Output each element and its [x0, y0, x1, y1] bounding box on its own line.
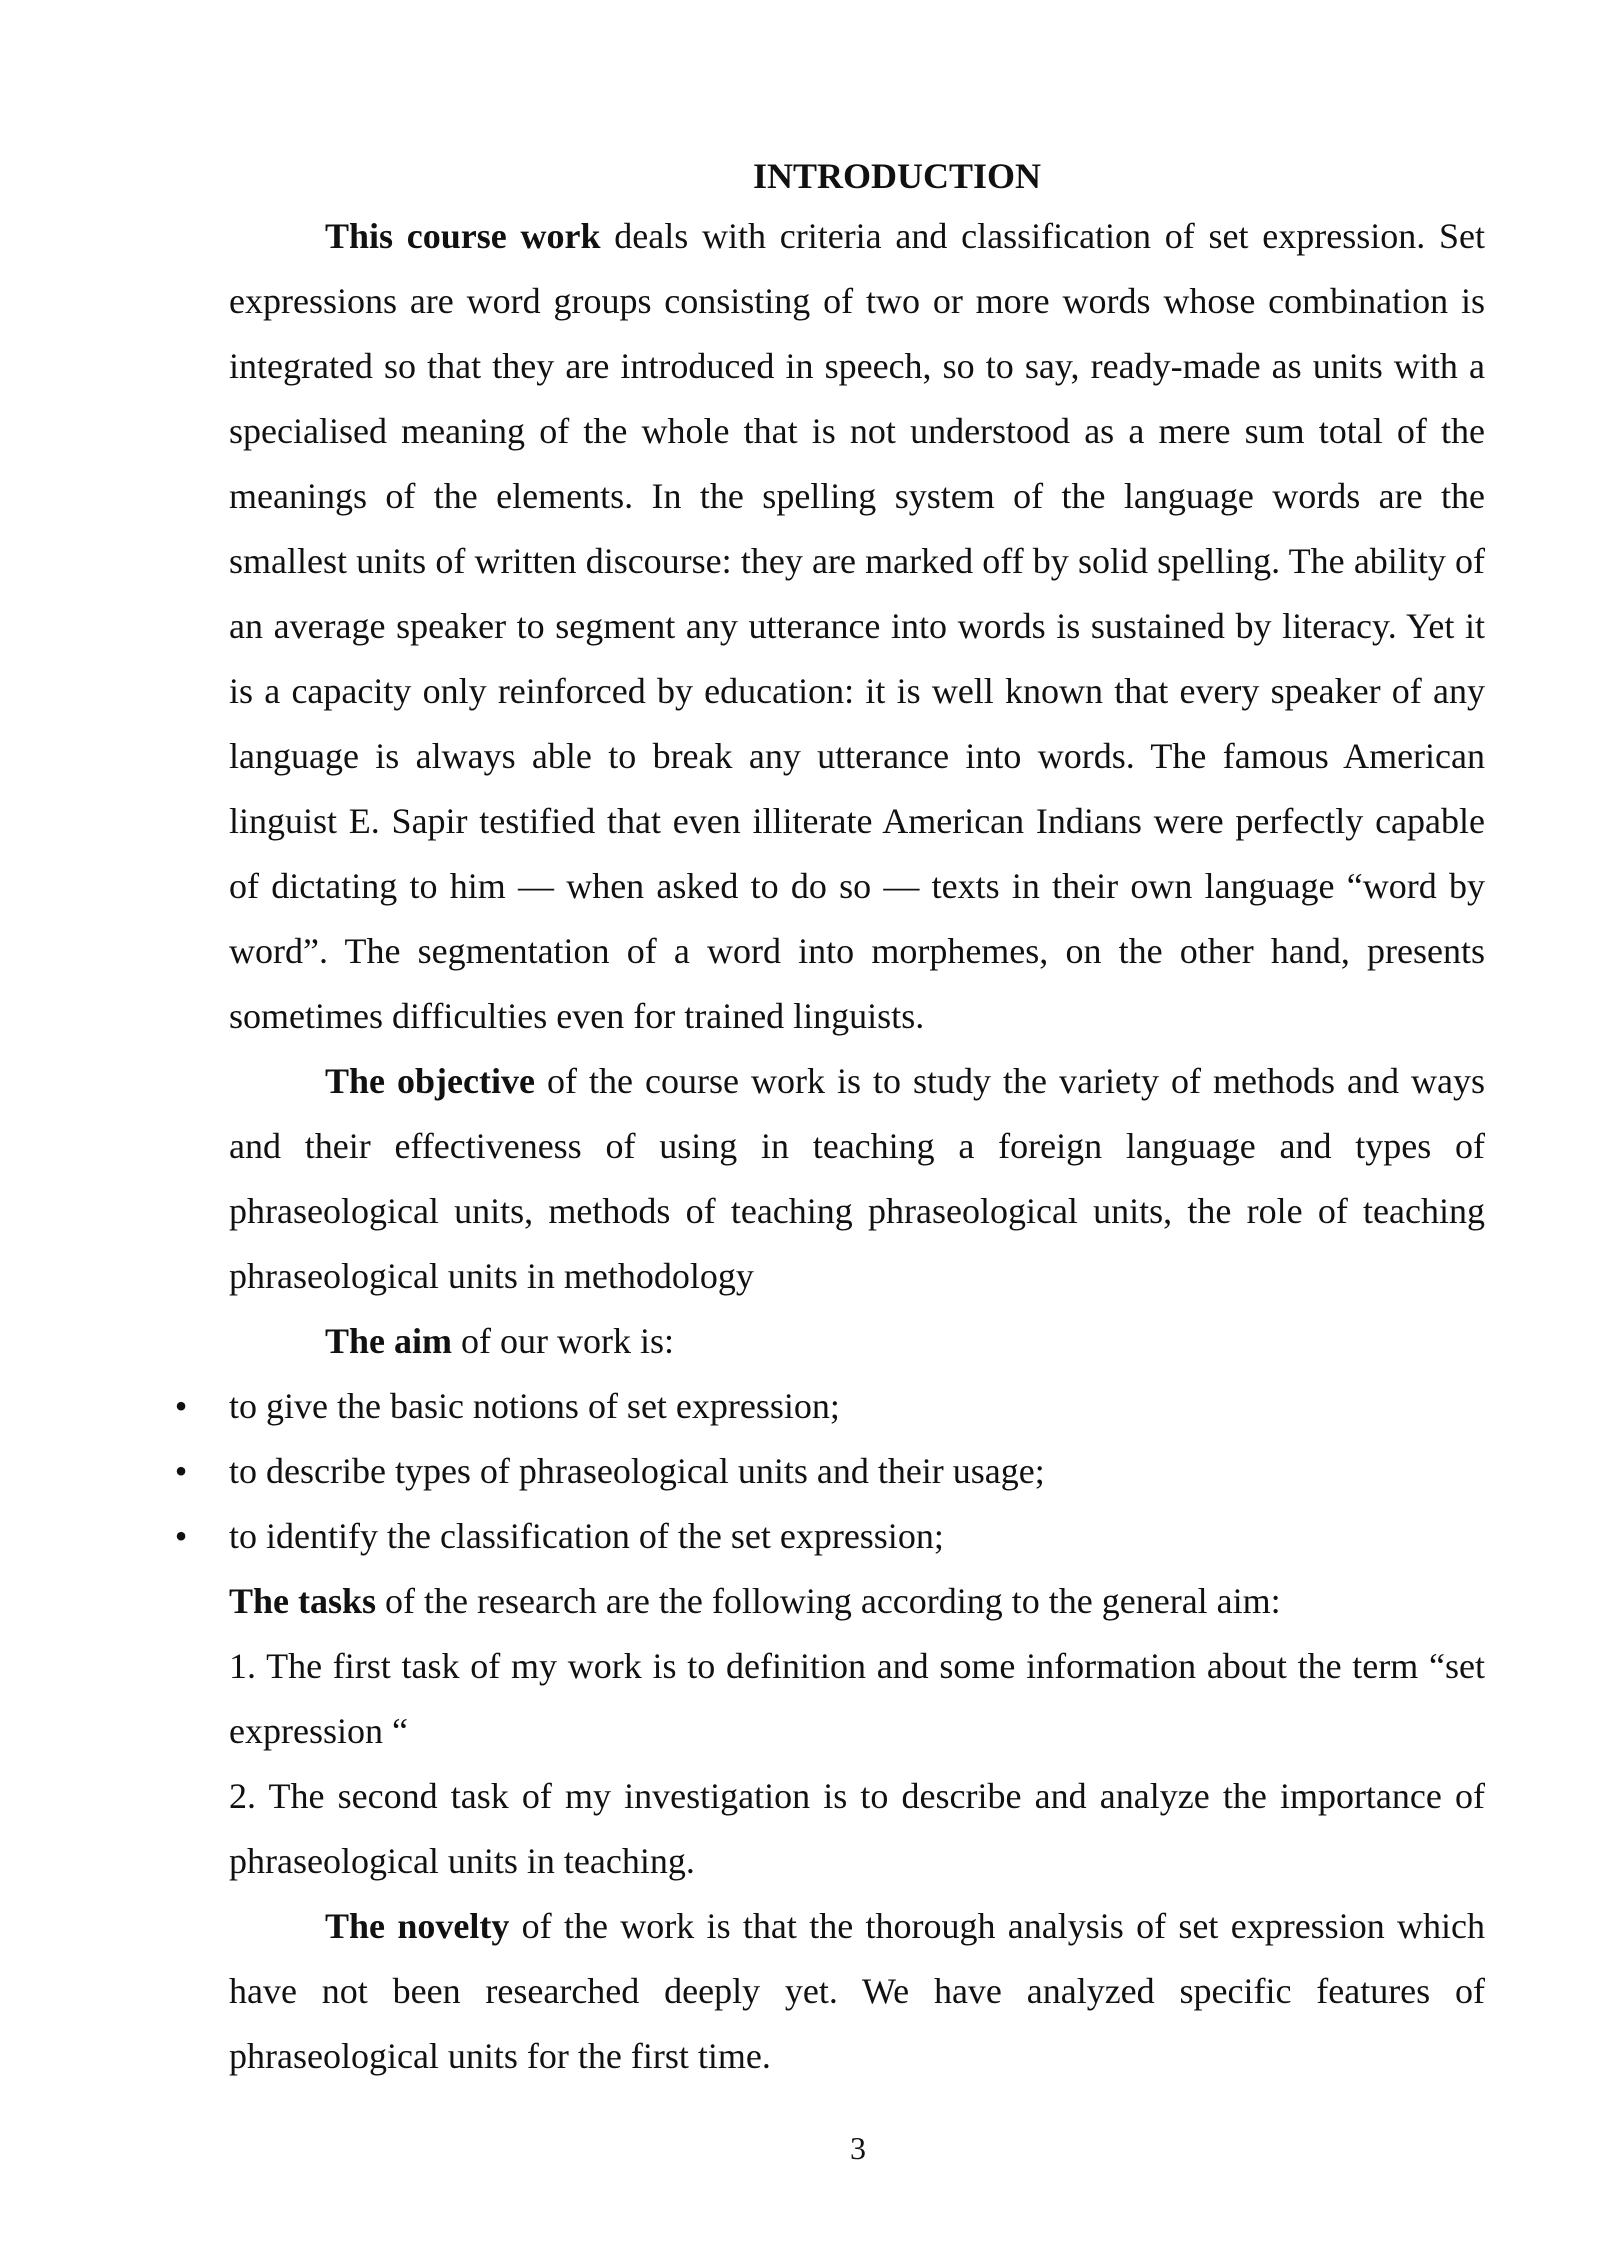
intro-paragraph	[229, 204, 1485, 1049]
list-item-text: to identify the classification of the set expression;	[229, 1516, 944, 1556]
list-item	[174, 1374, 1485, 1439]
task-item-2: 2. The second task of my investigation is to describe and analyze the importance of phraseological units in teaching.	[229, 1776, 1485, 1881]
bullet-icon: •	[174, 1451, 188, 1491]
novelty-paragraph	[229, 1894, 1485, 2089]
novelty-lead: The novelty	[325, 1906, 510, 1946]
objective-text: of the course work is to study the variety of methods and ways and their effectiveness of using in teaching a foreign language and types of phraseological units, methods of teaching phraseological units, the role of teaching phraseological units in methodology	[229, 1061, 1485, 1296]
task-item-1: 1. The first task of my work is to definition and some information about the term “set expression “	[229, 1646, 1485, 1751]
aims-list	[174, 1374, 1485, 1569]
page-number: 3	[850, 2130, 866, 2166]
novelty-text: of the work is that the thorough analysis of set expression which have not been researched deeply yet. We have analyzed specific features of phraseological units for the first time.	[229, 1906, 1485, 2076]
objective-paragraph	[229, 1049, 1485, 1309]
list-item-text: to describe types of phraseological units and their usage;	[229, 1451, 1045, 1491]
aim-text: of our work is:	[452, 1321, 674, 1361]
list-item-text: to give the basic notions of set expression;	[229, 1386, 840, 1426]
page-title: INTRODUCTION	[752, 156, 1042, 196]
tasks-lead: The tasks	[229, 1581, 377, 1621]
intro-lead: This course work	[325, 216, 601, 256]
aim-lead: The aim	[325, 1321, 453, 1361]
bullet-icon: •	[174, 1386, 188, 1426]
tasks-paragraph	[229, 1569, 1485, 1634]
objective-lead: The objective	[325, 1061, 535, 1101]
bullet-icon: •	[174, 1516, 188, 1556]
list-item	[174, 1504, 1485, 1569]
aim-paragraph	[229, 1309, 1485, 1374]
page-body	[174, 148, 1485, 2089]
list-item	[174, 1439, 1485, 1504]
intro-text: deals with criteria and classification of set expression. Set expressions are word groups consisting of two or more words whose combination is integrated so that they are introduced in speech, so to say, ready-made as units with a specialised meaning of the whole that is not understood as a mere sum total of the meanings of the elements. In the spelling system of the language words are the smallest units of written discourse: they are marked off by solid spelling. The ability of an average speaker to segment any utterance into words is sustained by literacy. Yet it is a capacity only reinforced by education: it is well known that every speaker of any language is always able to break any utterance into words. The famous American linguist E. Sapir testified that even illiterate American Indians were perfectly capable of dictating to him — when asked to do so — texts in their own language “word by word”. The segmentation of a word into morphemes, on the other hand, presents sometimes difficulties even for trained linguists.	[229, 216, 1485, 1036]
tasks-text: of the research are the following according to the general aim:	[376, 1581, 1281, 1621]
